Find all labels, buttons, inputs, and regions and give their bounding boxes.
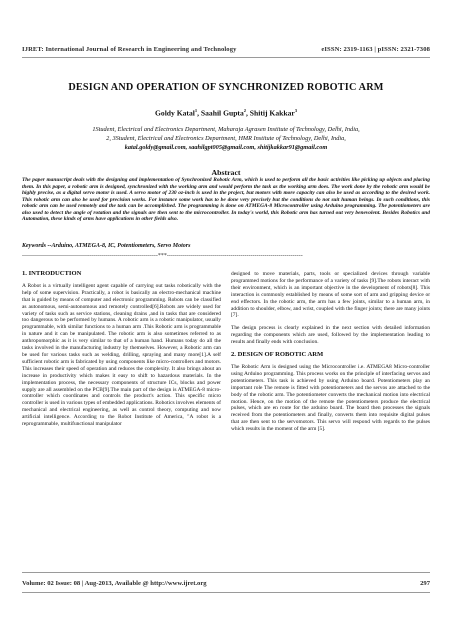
author-3-sup: 3: [294, 108, 297, 113]
journal-name: IJRET: International Journal of Research in Engineering and Technology: [22, 46, 237, 53]
author-1: Goldy Katal: [154, 108, 195, 118]
abstract-heading: Abstract: [211, 168, 241, 177]
author-line: [22, 108, 430, 118]
paper-title: DESIGN AND OPERATION OF SYNCHRONIZED ROBOTIC ARM: [68, 82, 384, 93]
section-heading-design: 2. DESIGN OF ROBOTIC ARM: [231, 351, 324, 359]
section-heading-introduction: 1. INTRODUCTION: [22, 270, 82, 277]
design-paragraph: The Robotic Arm is designed using the Microcontroller i.e. ATMEGA8 Micro-controller using Arduino programming. This process works on the principle of interfacing servos and potentiometers. This task is achieved by using Arduino board. Potentiometers play an important role The remote is fitted with potentiometers and the servos are attached to the body of the robotic arm. The potentiometer converts the mechanical motion into electrical motion. Hence, on the motion of the remote the potentiometers produce the electrical pulses, which are en route for the arduino board. The board then processes the signals received from the potentiometers and finally, converts them into requisite digital pulses that are then sent to the servomotors. This servo will respond with regards to the pulses which results in the moment of the arm [5].: [231, 363, 430, 433]
issn-text: eISSN: 2319-1163 | pISSN: 2321-7308: [321, 46, 430, 53]
footer-rule-bottom: [22, 592, 430, 593]
right-column: [231, 271, 430, 439]
author-3: , Shitij Kakkar: [246, 108, 295, 118]
volume-info: Volume: 02 Issue: 08 | Aug-2013, Available @ http://www.ijret.org: [22, 580, 207, 587]
page-number: 297: [420, 580, 430, 587]
running-footer: [22, 580, 430, 587]
right-paragraph-1: designed to move materials, parts, tools or specialized devices through variable programmed motions for the performance of a variety of tasks [9].The robots interact with their environment, which is an important objective in the development of robots[8]. This interaction is commonly established by means of some sort of arm and gripping device or end effectors. In the robotic arm, the arm has a few joints, similar to a human arm, in addition to shoulder, elbow, and wrist, coupled with the finger joints; there are many joints [7].: [231, 271, 430, 319]
author-2-sup: 2: [243, 108, 246, 113]
author-1-sup: 1: [194, 108, 198, 113]
footer-rule-top: [22, 572, 430, 573]
author-emails: katal.goldy@gmail.com, saahilgpt005@gmail.com, shitijkakkar91@gmail.com: [124, 144, 328, 151]
running-header: [22, 46, 430, 53]
abstract-text: The paper manuscript deals with the designing and implementation of Synchronized Robotic Arm, which is used to perform all the basic activities like picking up objects and placing them. In this paper, a robotic arm is designed, synchronized with the working arm and would perform the task as the working arm does. The work done by the robotic arm would be highly precise, as a digital servo motor is used. A servo motor of 230 oz-inch is used in the project, but motors with more capacity can also be used as according to the desired work. This robotic arm can also be used for precision works. For instance some work has to be done very precisely but the conditions do not suit human beings. In such conditions, this robotic arm can be used remotely and the task can be accomplished. The programming is done on ATMEGA-8 Microcontroller using Arduino programming. The potentiometers are also used to detect the angle of rotation and the signals are then sent to the microcontroller. In today's world, this Robotic arm has turned out very benevolent. Besides Robotics and Automation, these kinds of arms have applications in other fields also.: [22, 177, 430, 223]
keywords: Keywords --Arduino, ATMEGA-8, IC, Potentiometers, Servo Motors: [22, 243, 191, 249]
affiliation-1: 1Student, Electrical and Electronics Department, Maharaja Agrasen Institute of Technology, Delhi, India,: [92, 126, 360, 133]
left-column: [22, 271, 221, 434]
header-rule: [22, 57, 430, 58]
right-paragraph-2: The design process is clearly explained in the next section with detailed information regarding the components which are used, followed by the implementation leading to results and finally ends with conclusion.: [231, 325, 430, 346]
section-separator: --------------------------------------------------------------------***--------------------------------------------------------------------: [22, 253, 303, 259]
author-2: , Saahil Gupta: [197, 108, 244, 118]
affiliation-2: 2, 3Student, Electrical and Electronics Department, HMR Institute of Technology, Delhi, India,: [106, 135, 346, 142]
introduction-paragraph: A Robot is a virtually intelligent agent capable of carrying out tasks robotically with the help of some supervision. Practically, a robot is basically an electro-mechanical machine that is guided by means of computer and electronic programming. Robots can be classified as autonomous, semi-autonomous and remotely controlled[6].Robots are widely used for variety of tasks such as service stations, cleaning drains ,and in tasks that are considered too dangerous to be performed by humans. A robotic arm is a robotic manipulator, usually programmable, with similar functions to a human arm .This Robotic arm is programmable in nature and it can be manipulated. The robotic arm is also sometimes referred to as anthropomorphic as it is very similar to that of a human hand. Humans today do all the tasks involved in the manufacturing industry by themselves. However, a Robotic arm can be used for various tasks such as welding, drilling, spraying and many more[1].A self sufficient robotic arm is fabricated by using components like micro-controllers and motors. This increases their speed of operation and reduces the complexity. It also brings about an increase in productivity which makes it easy to shift to hazardous materials. In the implementation process, the necessary components of structure ICs, blocks and power supply are all assembled on the PCB[9].The main part of the design is ATMEGA-8 micro-controller which coordinates and controls the product's action. This specific micro controller is used in various types of embedded applications. Robotics involves elements of mechanical and electrical engineering, as well as control theory, computing and now artificial intelligence. According to the Robot Institute of America, "A robot is a reprogrammable, multifunctional manipulator: [22, 282, 221, 428]
